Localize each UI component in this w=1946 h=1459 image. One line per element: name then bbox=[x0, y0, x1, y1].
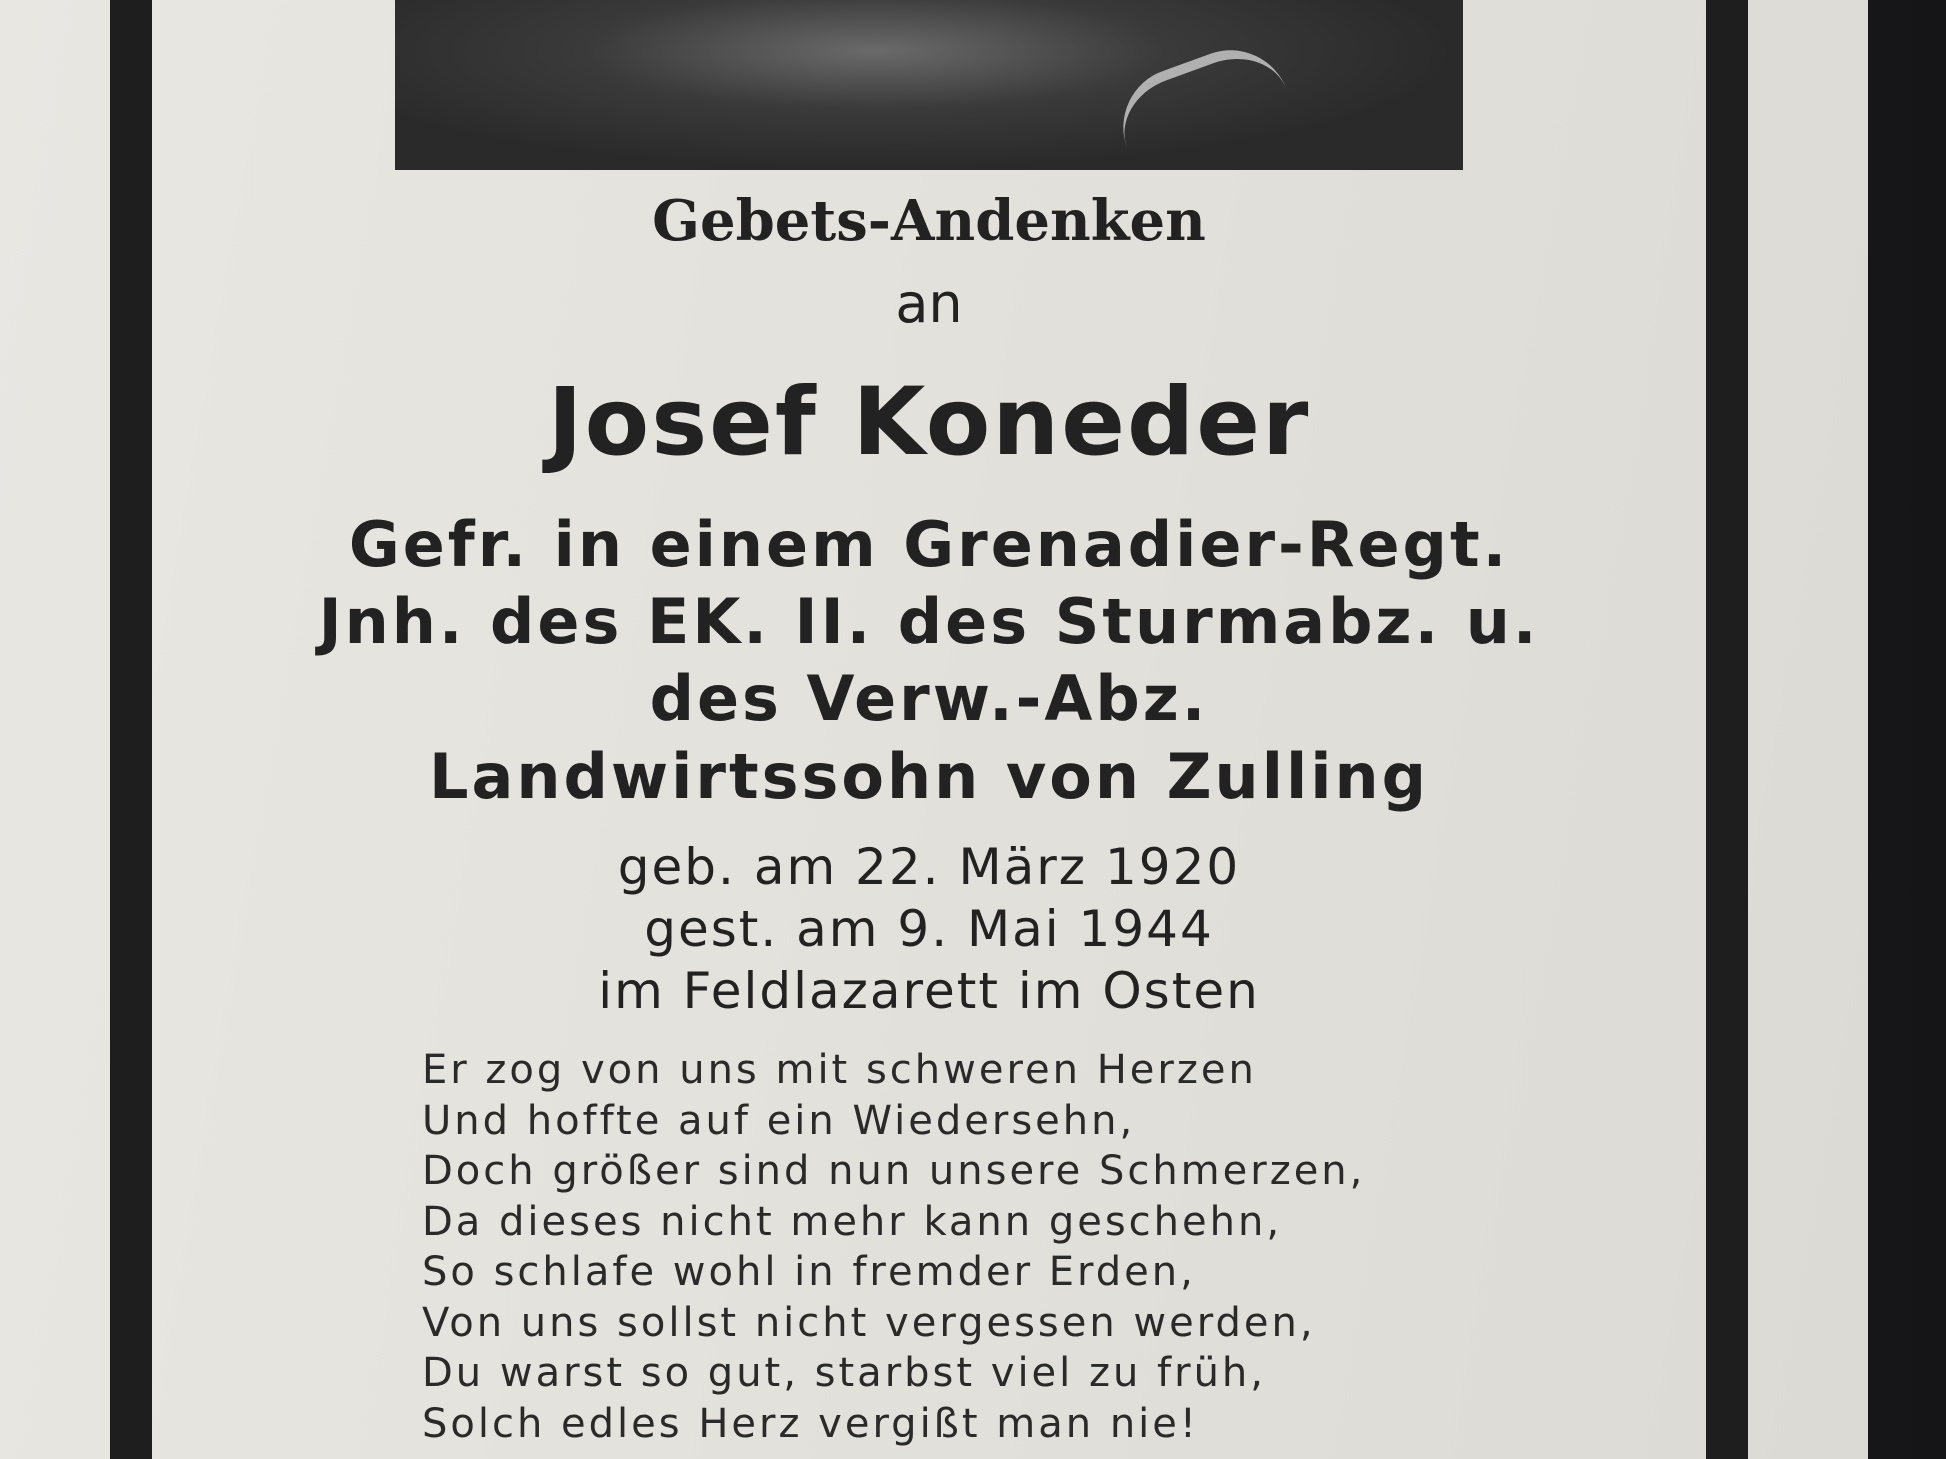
card-header: Gebets-Andenken bbox=[652, 188, 1206, 254]
poem-line: So schlafe wohl in fremder Erden, bbox=[422, 1249, 1196, 1295]
rank-line: des Verw.-Abz. bbox=[649, 662, 1209, 735]
poem-line: Er zog von uns mit schweren Herzen bbox=[422, 1047, 1257, 1093]
death-date: gest. am 9. Mai 1944 bbox=[644, 900, 1214, 958]
birth-date: geb. am 22. März 1920 bbox=[617, 838, 1241, 896]
rank-line: Jnh. des EK. II. des Sturmabz. u. bbox=[318, 585, 1540, 658]
card-text bbox=[152, 0, 1706, 1459]
poem-line: Da dieses nicht mehr kann geschehn, bbox=[422, 1198, 1283, 1245]
card-preposition: an bbox=[895, 272, 963, 335]
deceased-name: Josef Koneder bbox=[547, 368, 1311, 477]
poem-line: Solch edles Herz vergißt man nie! bbox=[422, 1400, 1199, 1447]
poem-line: Und hoffte auf ein Wiedersehn, bbox=[422, 1097, 1136, 1144]
rank-line: Gefr. in einem Grenadier-Regt. bbox=[348, 508, 1510, 581]
death-place: im Feldlazarett im Osten bbox=[598, 962, 1260, 1020]
poem-line: Von uns sollst nicht vergessen werden, bbox=[422, 1299, 1316, 1346]
mourning-border-right bbox=[1706, 0, 1748, 1459]
mourning-border-left bbox=[110, 0, 152, 1459]
memorial-poem bbox=[422, 1045, 1422, 1449]
origin-line: Landwirtssohn von Zulling bbox=[429, 740, 1429, 813]
poem-line: Doch größer sind nun unsere Schmerzen, bbox=[422, 1148, 1366, 1194]
poem-line: Du warst so gut, starbst viel zu früh, bbox=[422, 1350, 1266, 1396]
